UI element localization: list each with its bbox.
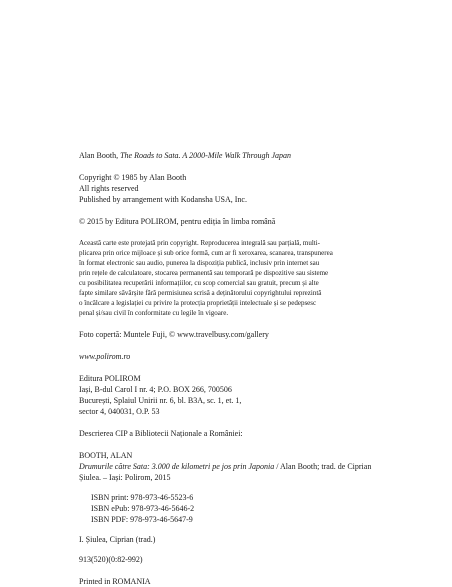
- legal-line: penal și/sau civil în conformitate cu legile în vigoare.: [79, 309, 229, 317]
- legal-line: fapte similare săvârșite fără permisiunea scrisă a deținătorului copyrightului reprezintă: [79, 289, 322, 297]
- legal-line: Această carte este protejată prin copyright. Reproducerea integrală sau parțială, multi-: [79, 239, 321, 247]
- isbn-pdf: ISBN PDF: 978-973-46-5647-9: [91, 515, 193, 524]
- original-title-line: [79, 150, 379, 161]
- legal-line: în format electronic sau audio, punerea la dispoziția publică, inclusiv prin internet sau: [79, 259, 320, 267]
- publisher-address: Iași, B-dul Carol I nr. 4; P.O. BOX 266, 700506: [79, 385, 232, 394]
- original-title: The Roads to Sata. A 2000-Mile Walk Through Japan: [120, 151, 291, 160]
- isbn-print: ISBN print: 978-973-46-5523-6: [91, 493, 194, 502]
- legal-line: o încălcare a legislației cu privire la protecția proprietății intelectuale și se pedepsesc: [79, 299, 317, 307]
- legal-notice: [79, 238, 379, 318]
- publisher-name: Editura POLIROM: [79, 374, 141, 383]
- isbn-epub: ISBN ePub: 978-973-46-5646-2: [91, 504, 195, 513]
- cover-credit: Foto copertă: Muntele Fuji, © www.travelbusy.com/gallery: [79, 330, 269, 339]
- original-author: Alan Booth,: [79, 151, 119, 160]
- arrangement-line: Published by arrangement with Kodansha USA, Inc.: [79, 195, 247, 204]
- cip-translator: I. Șiulea, Ciprian (trad.): [79, 535, 156, 544]
- copyright-page: [79, 150, 379, 587]
- publisher-address: sector 4, 040031, O.P. 53: [79, 407, 160, 416]
- edition-copyright: © 2015 by Editura POLIROM, pentru ediția în limba română: [79, 217, 276, 226]
- website-url: www.polirom.ro: [79, 352, 131, 361]
- cip-imprint: Șiulea. – Iași: Polirom, 2015: [79, 473, 171, 482]
- cip-heading: Descrierea CIP a Bibliotecii Naționale a României:: [79, 429, 243, 438]
- rights-line: All rights reserved: [79, 184, 139, 193]
- legal-line: plicarea prin orice mijloace și sub orice formă, cum ar fi xeroxarea, scanarea, transpunerea: [79, 249, 333, 257]
- printed-in: Printed in ROMANIA: [79, 577, 151, 586]
- cip-title-line: [79, 461, 379, 472]
- publisher-address: București, Splaiul Unirii nr. 6, bl. B3A, sc. 1, et. 1,: [79, 396, 242, 405]
- cip-classification: 913(520)(0:82-992): [79, 555, 143, 564]
- cip-author: BOOTH, ALAN: [79, 451, 133, 460]
- cip-responsibility: / Alan Booth; trad. de Ciprian: [274, 462, 372, 471]
- cip-title: Drumurile către Sata: 3.000 de kilometri pe jos prin Japonia: [79, 462, 275, 471]
- legal-line: prin rețele de calculatoare, stocarea permanentă sau temporară pe dispozitive sau sisteme: [79, 269, 329, 277]
- copyright-line: Copyright © 1985 by Alan Booth: [79, 173, 187, 182]
- website: [79, 351, 379, 362]
- legal-line: cu posibilitatea recuperării informațiilor, cu scop comercial sau gratuit, precum și alte: [79, 279, 319, 287]
